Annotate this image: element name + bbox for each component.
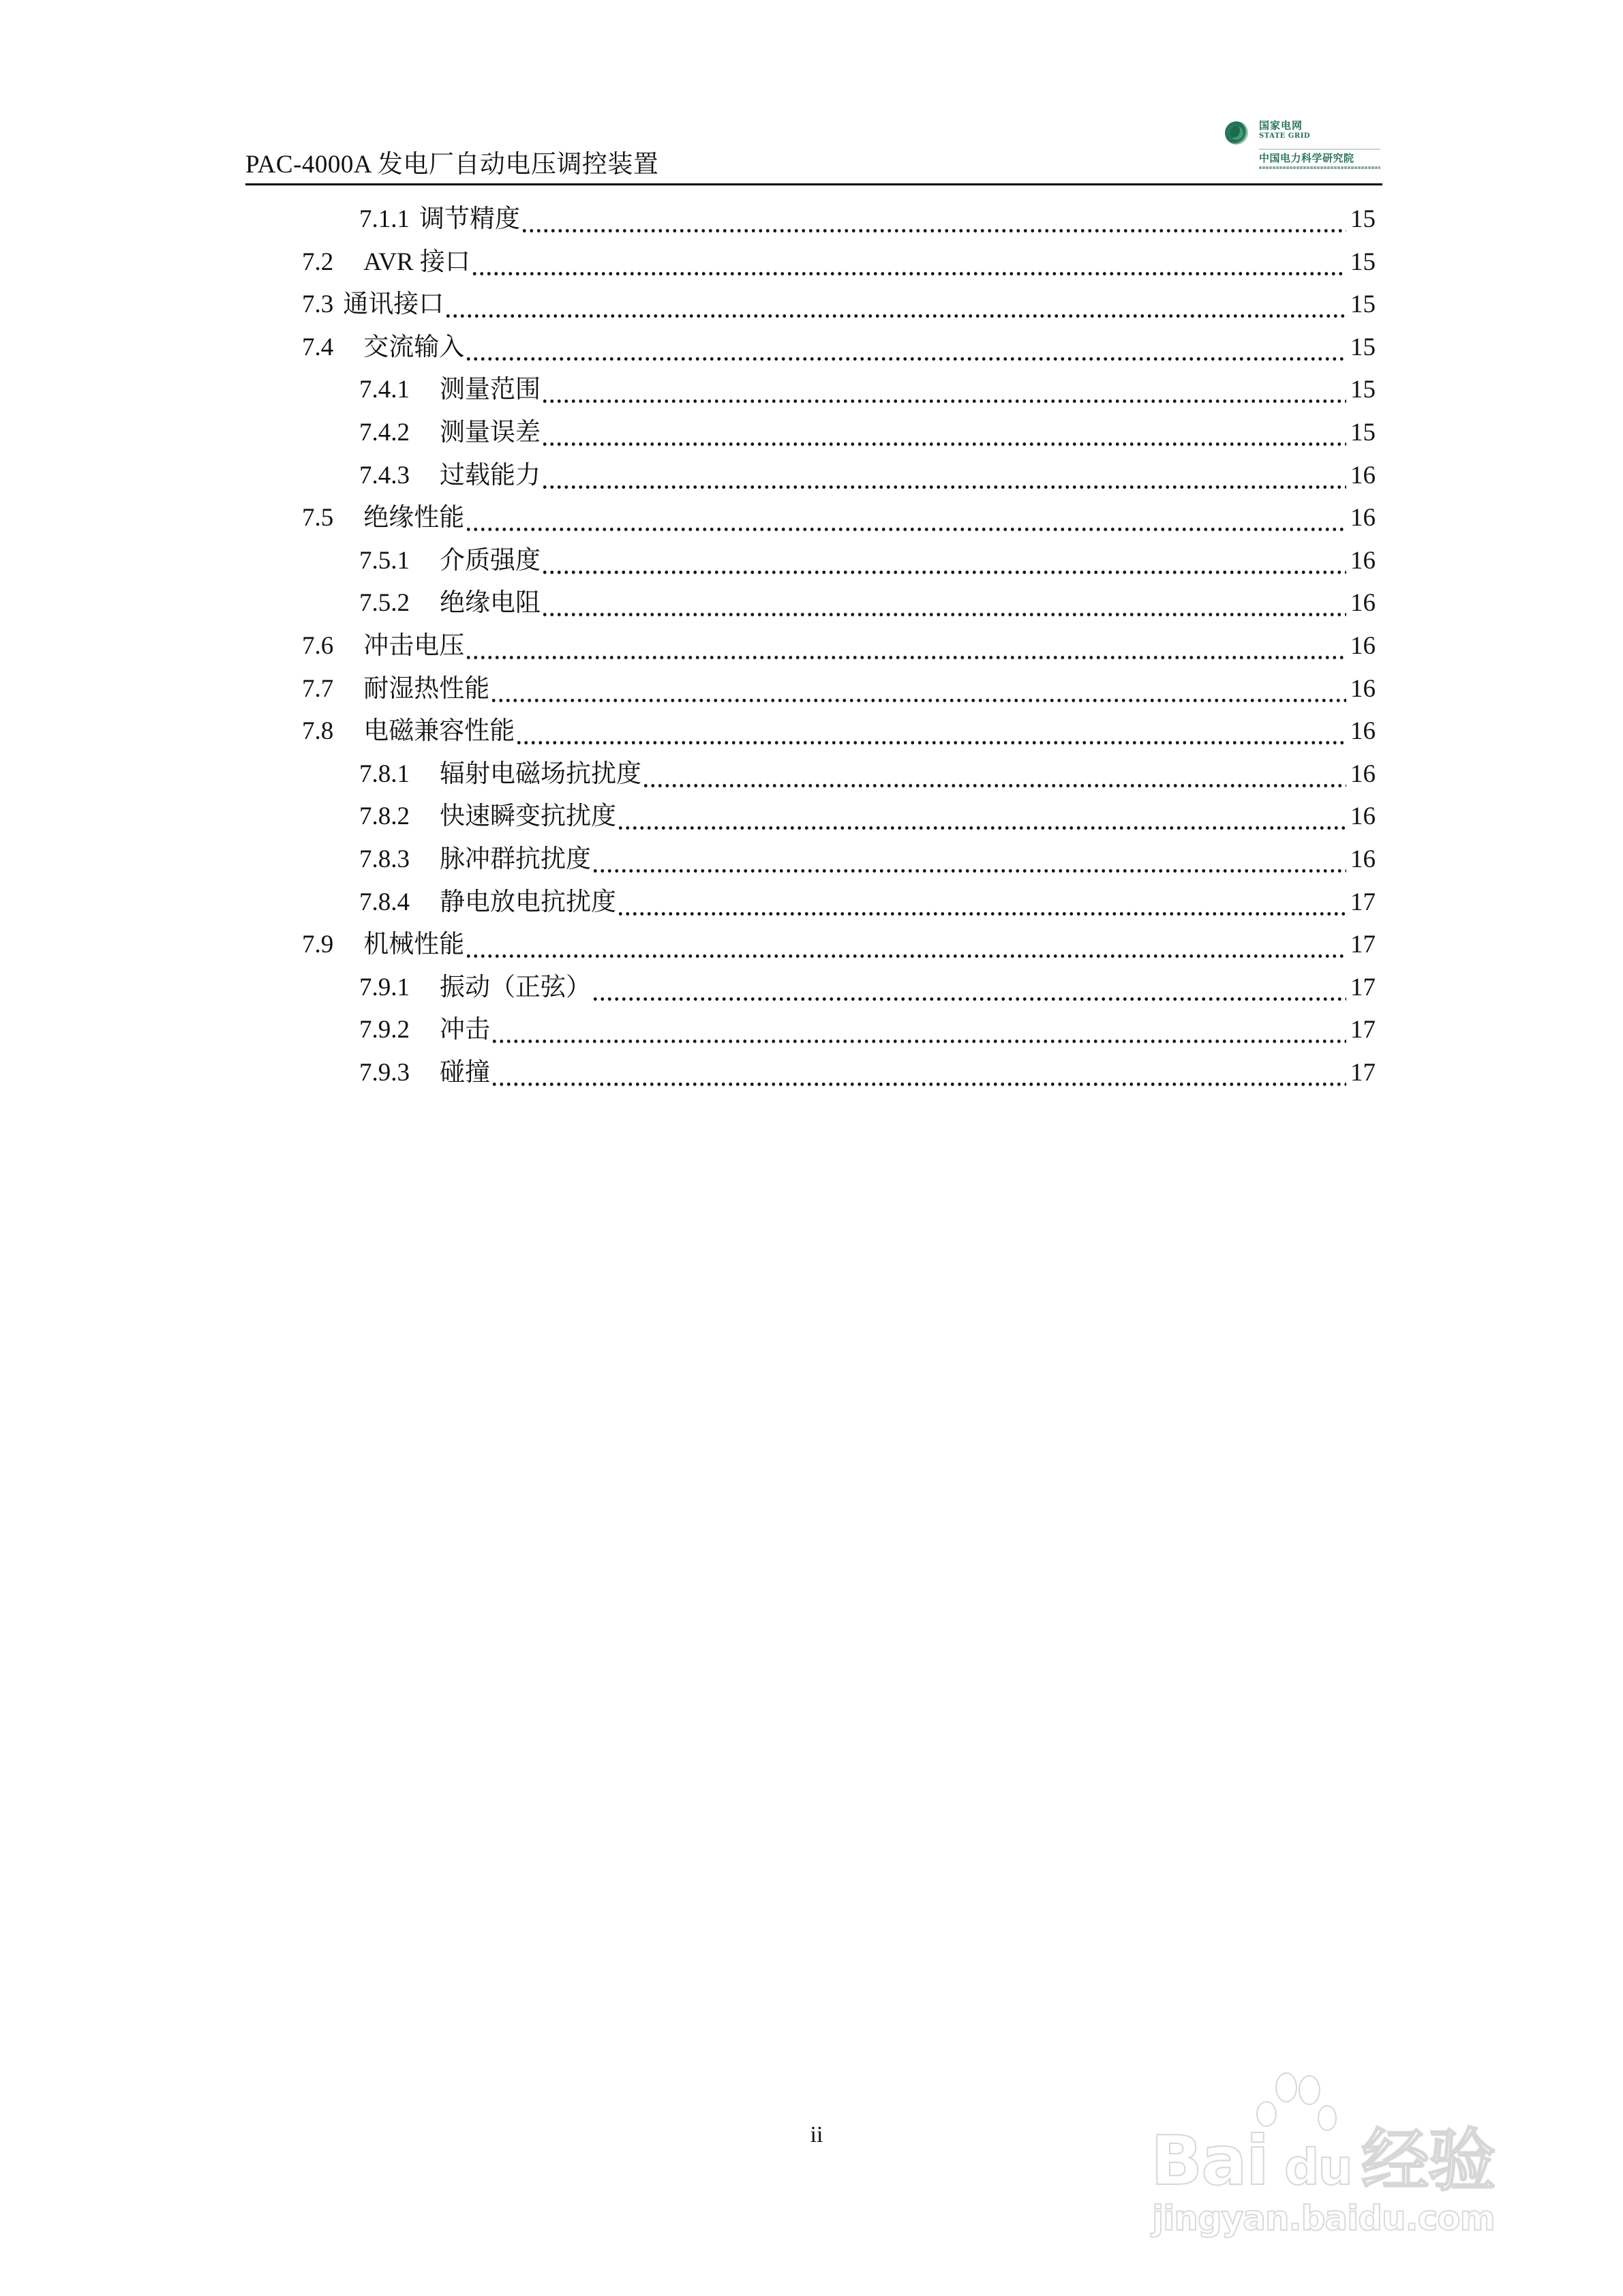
- toc-dot-leader: [541, 418, 1346, 448]
- toc-entry-page: 16: [1350, 632, 1376, 660]
- toc-entry[interactable]: [359, 372, 1376, 405]
- toc-entry-title: 冲击: [440, 1016, 490, 1044]
- toc-entry-number: 7.4: [302, 333, 334, 361]
- toc-entry-page: 17: [1350, 973, 1376, 1001]
- toc-entry-title: 静电放电抗扰度: [440, 888, 616, 916]
- toc-entry[interactable]: [302, 629, 1376, 661]
- toc-entry[interactable]: [359, 415, 1376, 448]
- toc-dot-leader: [617, 888, 1346, 918]
- toc-entry-page: 16: [1350, 717, 1376, 746]
- toc-dot-leader: [521, 205, 1346, 235]
- toc-dot-leader: [541, 546, 1346, 576]
- toc-entry-page: 16: [1350, 546, 1376, 575]
- toc-entry-number: 7.9: [302, 931, 334, 959]
- toc-entry[interactable]: [359, 842, 1376, 875]
- state-grid-logo: [1224, 119, 1382, 179]
- toc-dot-leader: [541, 588, 1346, 618]
- page-header: [245, 109, 1382, 187]
- toc-entry-page: 16: [1350, 589, 1376, 618]
- toc-entry-number: 7.2: [302, 247, 334, 276]
- toc-entry-page: 16: [1350, 759, 1376, 788]
- toc-dot-leader: [465, 631, 1346, 661]
- watermark-brand-bai: Bai: [1151, 2121, 1268, 2201]
- toc-dot-leader: [471, 247, 1346, 277]
- toc-entry-title: 交流输入: [363, 333, 465, 361]
- toc-entry-number: 7.8.4: [359, 888, 410, 916]
- toc-entry[interactable]: [302, 287, 1376, 320]
- toc-entry-title: 测量误差: [440, 419, 541, 447]
- logo-divider: [1259, 149, 1380, 150]
- toc-entry-title: 振动（正弦）: [440, 973, 591, 1001]
- toc-entry[interactable]: [359, 799, 1376, 832]
- toc-entry[interactable]: [359, 202, 1376, 235]
- toc-entry-number: 7.5: [302, 504, 334, 532]
- toc-dot-leader: [491, 1058, 1346, 1088]
- toc-entry-number: 7.9.1: [359, 973, 410, 1001]
- toc-entry-title: 碰撞: [440, 1059, 490, 1087]
- toc-entry-title: 辐射电磁场抗扰度: [440, 759, 641, 788]
- toc-entry-title: 脉冲群抗扰度: [440, 845, 591, 873]
- toc-entry-page: 15: [1350, 333, 1376, 361]
- document-title: PAC-4000A 发电厂自动电压调控装置: [245, 151, 659, 179]
- toc-dot-leader: [465, 503, 1346, 533]
- toc-dot-leader: [515, 716, 1346, 746]
- logo-name-en: STATE GRID: [1259, 132, 1311, 140]
- toc-entry[interactable]: [359, 885, 1376, 918]
- toc-entry[interactable]: [302, 927, 1376, 960]
- toc-entry-title: 介质强度: [440, 546, 541, 575]
- header-rule: [245, 183, 1382, 185]
- toc-entry-number: 7.4.2: [359, 419, 410, 447]
- logo-name-cn: 国家电网: [1259, 119, 1303, 132]
- toc-entry-number: 7.4.3: [359, 461, 410, 489]
- toc-entry-number: 7.5.1: [359, 546, 410, 575]
- toc-entry-page: 17: [1350, 1059, 1376, 1087]
- toc-entry-title: 电磁兼容性能: [363, 717, 515, 746]
- toc-entry-number: 7.4.1: [359, 376, 410, 404]
- toc-entry-page: 17: [1350, 931, 1376, 959]
- toc-entry[interactable]: [359, 1012, 1376, 1045]
- toc-dot-leader: [642, 759, 1346, 789]
- toc-dot-leader: [465, 333, 1346, 363]
- toc-entry-page: 15: [1350, 419, 1376, 447]
- toc-entry[interactable]: [359, 543, 1376, 576]
- toc-entry[interactable]: [359, 1055, 1376, 1088]
- toc-entry[interactable]: [359, 970, 1376, 1003]
- toc-entry-title: 绝缘电阻: [440, 589, 541, 618]
- toc-entry-number: 7.1.1: [359, 205, 410, 233]
- toc-entry-number: 7.8.1: [359, 759, 410, 788]
- logo-institute-cn: 中国电力科学研究院: [1259, 152, 1354, 164]
- toc-entry-title: 调节精度: [419, 205, 520, 233]
- toc-entry-number: 7.5.2: [359, 589, 410, 618]
- toc-dot-leader: [541, 375, 1346, 405]
- toc-entry-page: 15: [1350, 247, 1376, 276]
- toc-entry-number: 7.9.3: [359, 1059, 410, 1087]
- toc-entry-number: 7.8.3: [359, 845, 410, 873]
- toc-entry-page: 16: [1350, 504, 1376, 532]
- toc-entry-title: 通讯接口: [343, 290, 444, 319]
- watermark-url: jingyan.baidu.com: [1152, 2199, 1495, 2238]
- toc-entry-number: 7.7: [302, 674, 334, 703]
- toc-entry-number: 7.8: [302, 717, 334, 746]
- baidu-jingyan-watermark: [1151, 2052, 1539, 2236]
- toc-entry-title: 冲击电压: [363, 632, 465, 660]
- watermark-brand: [1151, 2121, 1495, 2201]
- toc-dot-leader: [491, 1015, 1346, 1045]
- toc-entry-title: 绝缘性能: [363, 504, 465, 532]
- watermark-brand-du: du: [1284, 2139, 1352, 2196]
- toc-entry[interactable]: [359, 458, 1376, 491]
- toc-dot-leader: [490, 674, 1346, 704]
- toc-entry-title: AVR 接口: [363, 247, 470, 276]
- toc-dot-leader: [617, 802, 1346, 832]
- toc-entry[interactable]: [302, 714, 1376, 746]
- toc-entry[interactable]: [359, 586, 1376, 618]
- toc-entry-page: 15: [1350, 290, 1376, 319]
- toc-dot-leader: [592, 973, 1346, 1003]
- toc-entry-number: 7.3: [302, 290, 334, 319]
- toc-dot-leader: [465, 930, 1346, 960]
- logo-institute-en-line: [1259, 166, 1380, 169]
- toc-entry-page: 17: [1350, 1016, 1376, 1044]
- toc-entry-page: 16: [1350, 461, 1376, 489]
- page-number: ii: [810, 2122, 823, 2147]
- toc-dot-leader: [592, 845, 1346, 875]
- toc-entry-page: 16: [1350, 845, 1376, 873]
- toc-entry-title: 测量范围: [440, 376, 541, 404]
- toc-entry[interactable]: [302, 671, 1376, 704]
- toc-entry-page: 15: [1350, 205, 1376, 233]
- toc-entry-title: 快速瞬变抗扰度: [440, 802, 616, 831]
- toc-entry-page: 16: [1350, 802, 1376, 831]
- watermark-brand-cn: 经验: [1361, 2121, 1495, 2201]
- toc-entry-page: 16: [1350, 674, 1376, 703]
- toc-entry[interactable]: [302, 500, 1376, 533]
- toc-dot-leader: [541, 461, 1346, 491]
- state-grid-globe-icon: [1225, 121, 1248, 145]
- toc-entry-number: 7.6: [302, 632, 334, 660]
- toc-entry[interactable]: [302, 330, 1376, 363]
- toc-entry-page: 17: [1350, 888, 1376, 916]
- toc-entry-number: 7.8.2: [359, 802, 410, 831]
- toc-entry-title: 机械性能: [363, 931, 465, 959]
- toc-entry-title: 过载能力: [440, 461, 541, 489]
- toc-entry-number: 7.9.2: [359, 1016, 410, 1044]
- toc-dot-leader: [444, 290, 1346, 320]
- toc-entry[interactable]: [302, 245, 1376, 277]
- toc-entry[interactable]: [359, 757, 1376, 789]
- toc-entry-page: 15: [1350, 376, 1376, 404]
- toc-entry-title: 耐湿热性能: [363, 674, 490, 703]
